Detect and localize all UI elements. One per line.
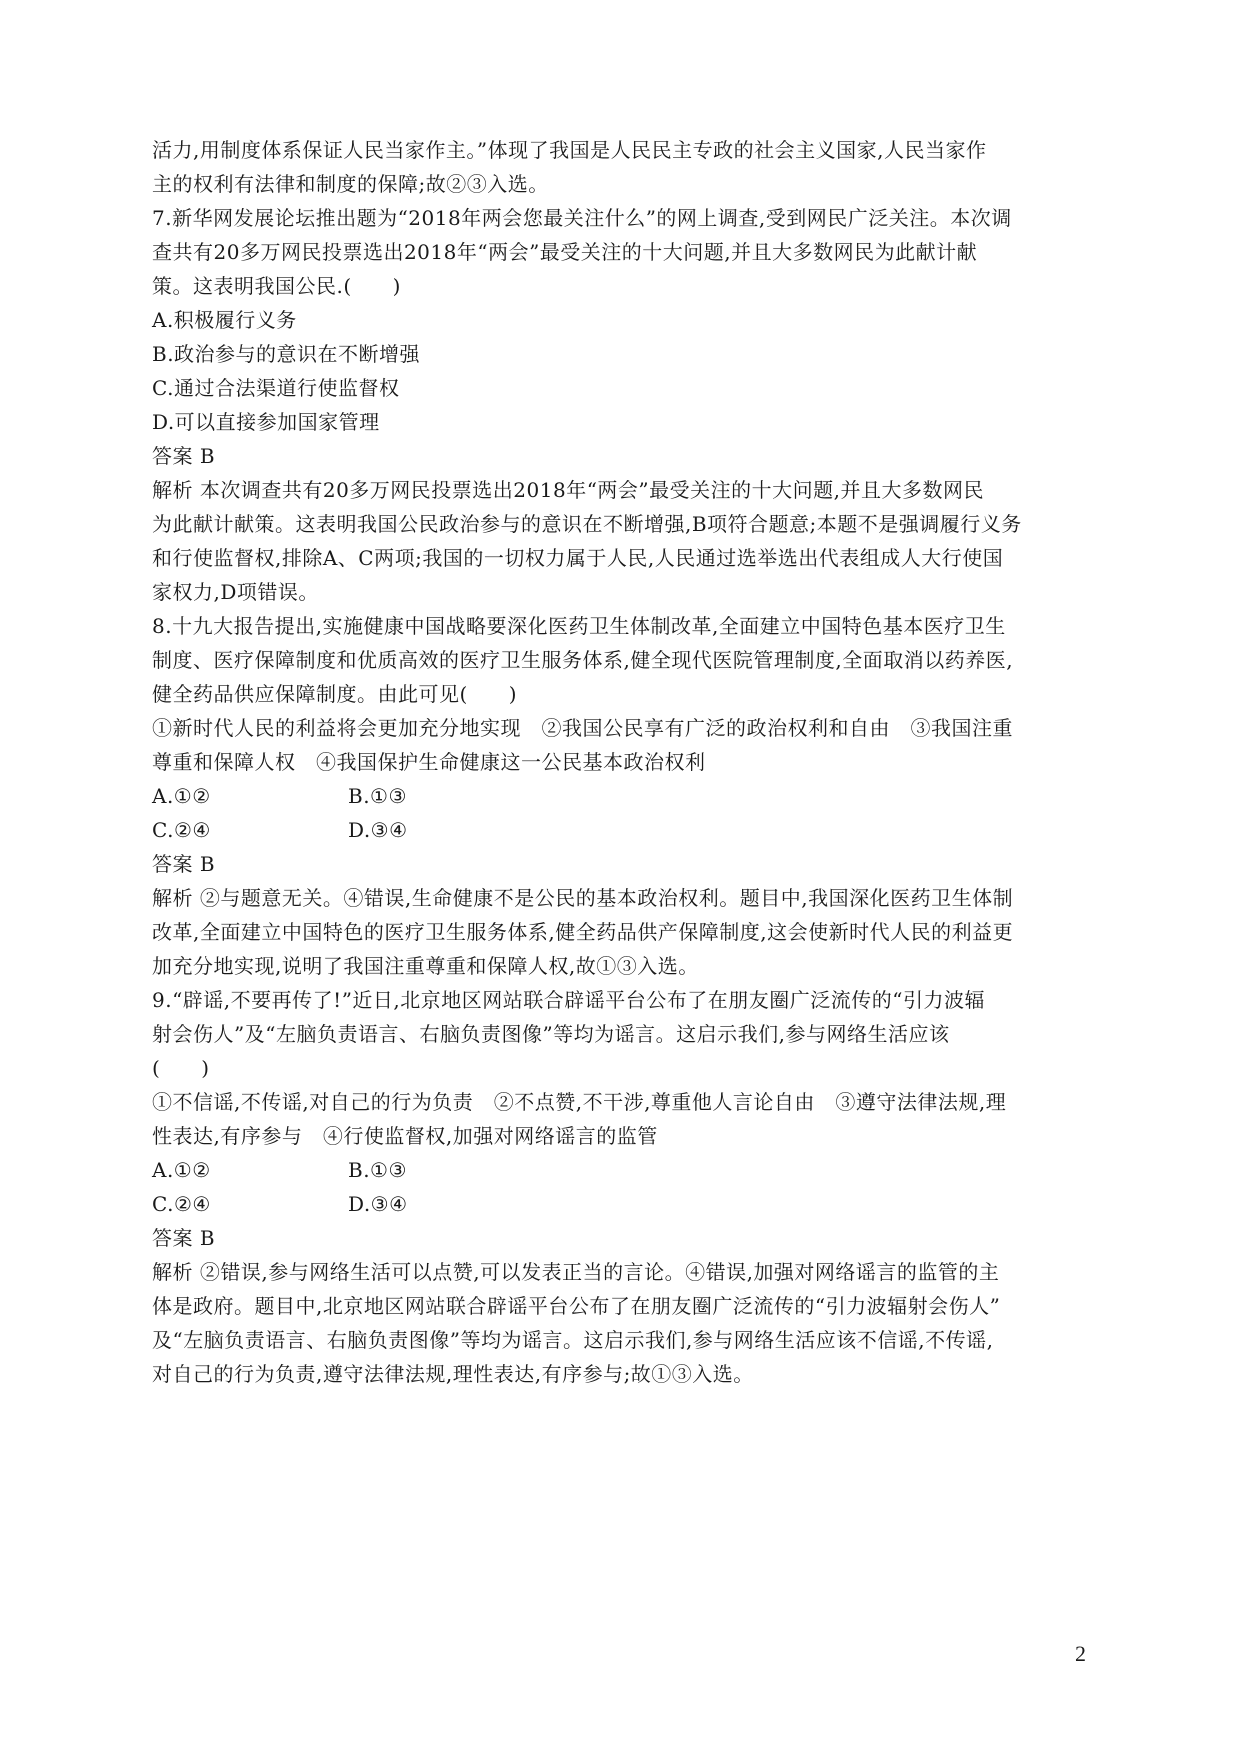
question-9-option-a: A.①②: [152, 1158, 211, 1182]
question-9-analysis: 及“左脑负责语言、右脑负责图像”等均为谣言。这启示我们,参与网络生活应该不信谣,不传谣,: [152, 1328, 994, 1352]
question-8-answer: 答案 B: [152, 852, 216, 876]
question-8-stem: 制度、医疗保障制度和优质高效的医疗卫生服务体系,健全现代医院管理制度,全面取消以药养医,: [152, 648, 1014, 672]
question-7-analysis: 家权力,D项错误。: [152, 580, 319, 604]
question-7-analysis: 和行使监督权,排除A、C两项;我国的一切权力属于人民,人民通过选举选出代表组成人大行使国: [152, 546, 1004, 570]
page-number: 2: [1075, 1641, 1086, 1666]
question-7-analysis: 为此献计献策。这表明我国公民政治参与的意识在不断增强,B项符合题意;本题不是强调履行义务: [152, 512, 1022, 536]
question-7-option-c: C.通过合法渠道行使监督权: [152, 376, 400, 400]
question-8-option-c: C.②④: [152, 818, 211, 842]
question-9-analysis: 体是政府。题目中,北京地区网站联合辟谣平台公布了在朋友圈广泛流传的“引力波辐射会伤人”: [152, 1294, 1001, 1318]
question-7-option-d: D.可以直接参加国家管理: [152, 410, 380, 434]
text-line: 活力,用制度体系保证人民当家作主。”体现了我国是人民民主专政的社会主义国家,人民当家作: [152, 138, 987, 162]
question-8-stem: 健全药品供应保障制度。由此可见( ): [152, 682, 518, 706]
question-9-statements: ①不信谣,不传谣,对自己的行为负责 ②不点赞,不干涉,尊重他人言论自由 ③遵守法律法规,理: [152, 1090, 1007, 1114]
question-9-answer: 答案 B: [152, 1226, 216, 1250]
question-7-stem: 查共有20多万网民投票选出2018年“两会”最受关注的十大问题,并且大多数网民为此献计献: [152, 240, 978, 264]
question-8-analysis: 改革,全面建立中国特色的医疗卫生服务体系,健全药品供产保障制度,这会使新时代人民的利益更: [152, 920, 1014, 944]
question-8-option-a: A.①②: [152, 784, 211, 808]
question-9-analysis: 对自己的行为负责,遵守法律法规,理性表达,有序参与;故①③入选。: [152, 1362, 754, 1386]
question-9-analysis: 解析 ②错误,参与网络生活可以点赞,可以发表正当的言论。④错误,加强对网络谣言的监管的主: [152, 1260, 1000, 1284]
question-9-option-b: B.①③: [348, 1158, 407, 1182]
question-9-stem: 射会伤人”及“左脑负责语言、右脑负责图像”等均为谣言。这启示我们,参与网络生活应该: [152, 1022, 950, 1046]
question-8-analysis: 加充分地实现,说明了我国注重尊重和保障人权,故①③入选。: [152, 954, 699, 978]
question-9-statements: 性表达,有序参与 ④行使监督权,加强对网络谣言的监管: [152, 1124, 658, 1148]
question-8-stem: 8.十九大报告提出,实施健康中国战略要深化医药卫生体制改革,全面建立中国特色基本医疗卫生: [152, 614, 1006, 638]
question-9-option-c: C.②④: [152, 1192, 211, 1216]
question-7-answer: 答案 B: [152, 444, 216, 468]
question-9-stem: 9.“辟谣,不要再传了!”近日,北京地区网站联合辟谣平台公布了在朋友圈广泛流传的“引力波辐: [152, 988, 986, 1012]
question-9-option-d: D.③④: [348, 1192, 408, 1216]
question-7-analysis: 解析 本次调查共有20多万网民投票选出2018年“两会”最受关注的十大问题,并且大多数网民: [152, 478, 985, 502]
question-8-option-b: B.①③: [348, 784, 407, 808]
question-9-stem: ( ): [152, 1056, 210, 1080]
question-8-option-d: D.③④: [348, 818, 408, 842]
question-7-stem: 7.新华网发展论坛推出题为“2018年两会您最关注什么”的网上调查,受到网民广泛关注。本次调: [152, 206, 1012, 230]
question-7-stem: 策。这表明我国公民.( ): [152, 274, 401, 298]
question-8-analysis: 解析 ②与题意无关。④错误,生命健康不是公民的基本政治权利。题目中,我国深化医药卫生体制: [152, 886, 1014, 910]
question-8-statements: ①新时代人民的利益将会更加充分地实现 ②我国公民享有广泛的政治权利和自由 ③我国注重: [152, 716, 1013, 740]
text-line: 主的权利有法律和制度的保障;故②③入选。: [152, 172, 549, 196]
question-7-option-b: B.政治参与的意识在不断增强: [152, 342, 421, 366]
question-8-statements: 尊重和保障人权 ④我国保护生命健康这一公民基本政治权利: [152, 750, 706, 774]
question-7-option-a: A.积极履行义务: [152, 308, 297, 332]
